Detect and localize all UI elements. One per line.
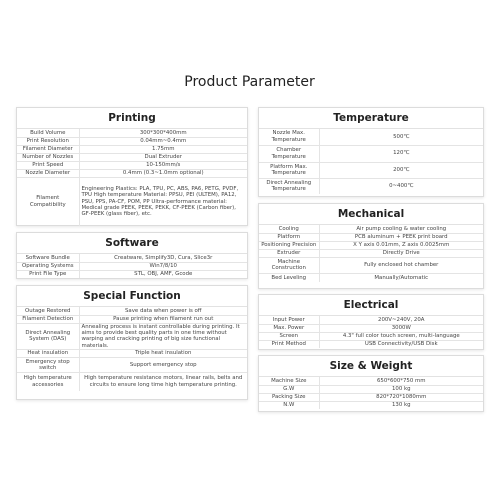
software-table [17,254,247,278]
spec-value: 1.75mm [79,145,247,153]
spec-label: Print Method [259,340,319,348]
table-row [259,393,483,401]
table-row [17,169,247,177]
spec-value: 10-150mm/s [79,161,247,169]
mechanical-panel [258,203,484,289]
spec-label: Direct Annealing Temperature [259,178,319,194]
table-row [17,153,247,161]
spec-value: Manually/Automatic [319,273,483,282]
spec-label: Print Resolution [17,137,79,145]
size-weight-panel [258,355,484,412]
spec-label: Cooling [259,225,319,233]
spec-value: 100 kg [319,385,483,393]
spec-label: High temperature accessories [17,373,79,391]
table-row [17,270,247,278]
spec-label: Packing Size [259,393,319,401]
table-row [259,340,483,348]
special-function-panel [16,285,248,400]
printing-table [17,129,247,226]
table-row [17,262,247,270]
table-row [259,385,483,393]
spec-label: Print File Type [17,270,79,278]
spec-label: N.W [259,401,319,409]
electrical-table [259,316,483,348]
spec-label: Machine Size [259,377,319,385]
spec-value: Support emergency stop [79,358,247,373]
spec-value: 820*720*1080mm [319,393,483,401]
table-row [259,233,483,241]
spec-value: Engineering Plastics: PLA, TPU, PC, ABS, PA6, PETG, PVDF, TPU High temperature Material: PPSU, PEI (ULTEM), PA12, PSU, PPS, PA-CF, POM, PP Ultra-performance material: Medical grade PEEK, PEEK, PEKK, CF-PEEK (Carbon fiber), GF-PEEK (glass fiber), etc. [79,177,247,226]
table-row [259,377,483,385]
spec-value: 200V~240V, 20A [319,316,483,324]
table-row [259,324,483,332]
software-panel [16,232,248,279]
table-row [17,350,247,358]
spec-value: STL, OBJ, AMF, Gcode [79,270,247,278]
table-row [17,161,247,169]
spec-value: 4.3" full color touch screen, multi-language [319,332,483,340]
spec-label: Input Power [259,316,319,324]
table-row [259,241,483,249]
printing-panel [16,107,248,226]
spec-label: Nozzle Diameter [17,169,79,177]
table-row [17,358,247,373]
spec-value: Fully enclosed hot chamber [319,257,483,273]
spec-value: 200℃ [319,162,483,178]
table-row [17,254,247,262]
table-row [259,316,483,324]
spec-value: 500℃ [319,129,483,145]
table-row [259,401,483,409]
spec-value: Save data when power is off [79,307,247,315]
page-title: Product Parameter [184,74,315,90]
size-weight-table [259,377,483,409]
spec-value: PCB aluminum + PEEK print board [319,233,483,241]
spec-value: 3000W [319,324,483,332]
spec-label: Positioning Precision [259,241,319,249]
temperature-table [259,129,483,194]
table-row [17,315,247,323]
spec-label: Outage Restored [17,307,79,315]
table-row [17,177,247,226]
spec-value: High temperature resistance motors, linear rails, belts and circuits to ensure long time high temperature printing. [79,373,247,391]
table-row [259,145,483,162]
table-row [259,273,483,282]
spec-label: Chamber Temperature [259,145,319,162]
electrical-heading: Electrical [259,295,483,316]
table-row [259,225,483,233]
table-row [17,129,247,137]
spec-label: Filament Diameter [17,145,79,153]
table-row [259,257,483,273]
table-row [17,145,247,153]
spec-label: Extruder [259,249,319,257]
table-row [259,129,483,145]
spec-label: Direct Annealing System (DAS) [17,323,79,350]
spec-label: Screen [259,332,319,340]
table-row [259,332,483,340]
table-row [17,323,247,350]
spec-value: Directly Drive [319,249,483,257]
electrical-panel [258,294,484,350]
table-row [17,137,247,145]
spec-label: Number of Nozzles [17,153,79,161]
temperature-heading: Temperature [259,108,483,129]
spec-label: Platform [259,233,319,241]
mechanical-heading: Mechanical [259,204,483,225]
spec-label: Emergency stop switch [17,358,79,373]
spec-value: Pause printing when filament run out [79,315,247,323]
spec-label: Bed Leveling [259,273,319,282]
spec-value: Creatware, Simplify3D, Cura, Slice3r [79,254,247,262]
spec-label: Operating Systems [17,262,79,270]
spec-label: Filament Compatibility [17,177,79,226]
spec-value: 300*300*400mm [79,129,247,137]
spec-label: Heat insulation [17,350,79,358]
printing-heading: Printing [17,108,247,129]
software-heading: Software [17,233,247,254]
spec-value: 650*600*750 mm [319,377,483,385]
table-row [259,249,483,257]
spec-value: Annealing process is instant controllable during printing. It aims to provide best quality parts in one time without warping and cracking printing of big size functional materials. [79,323,247,350]
spec-label: Print Speed [17,161,79,169]
table-row [17,307,247,315]
spec-value: 120℃ [319,145,483,162]
spec-value: 130 kg [319,401,483,409]
table-row [259,178,483,194]
spec-value: Triple heat insulation [79,350,247,358]
spec-value: X Y axis 0.01mm, Z axis 0.0025mm [319,241,483,249]
spec-label: Machine Construction [259,257,319,273]
spec-value: Win7/8/10 [79,262,247,270]
mechanical-table [259,225,483,282]
special-function-table [17,307,247,391]
spec-label: Nozzle Max. Temperature [259,129,319,145]
table-row [259,162,483,178]
spec-label: Filament Detection [17,315,79,323]
spec-label: Software Bundle [17,254,79,262]
spec-value: 0.4mm (0.3~1.0mm optional) [79,169,247,177]
spec-label: Build Volume [17,129,79,137]
spec-value: 0~400℃ [319,178,483,194]
table-row [17,373,247,391]
temperature-panel [258,107,484,197]
spec-value: 0.04mm~0.4mm [79,137,247,145]
spec-value: Air pump cooling & water cooling [319,225,483,233]
spec-value: Dual Extruder [79,153,247,161]
spec-label: G.W [259,385,319,393]
spec-label: Max. Power [259,324,319,332]
spec-value: USB Connectivity/USB Disk [319,340,483,348]
special-function-heading: Special Function [17,286,247,307]
size-weight-heading: Size & Weight [259,356,483,377]
spec-label: Platform Max. Temperature [259,162,319,178]
